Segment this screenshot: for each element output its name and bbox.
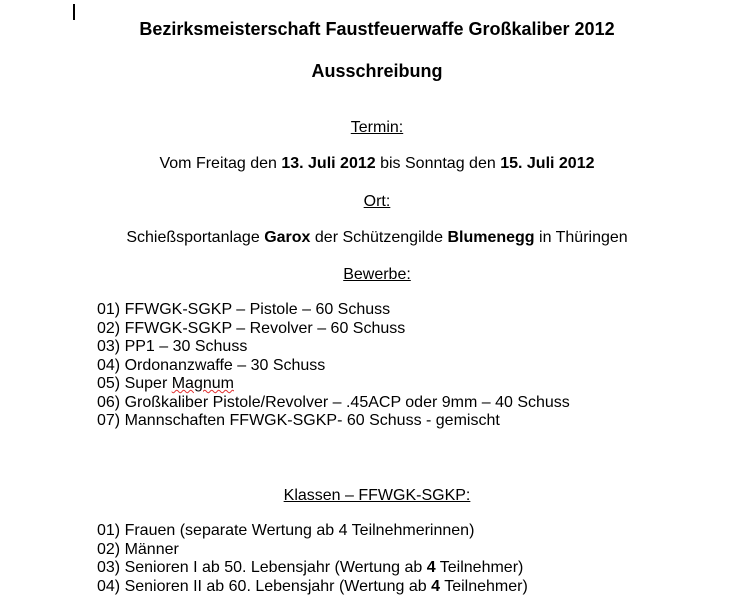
ort-place: Garox xyxy=(264,229,311,246)
termin-line xyxy=(0,154,754,174)
termin-heading: Termin: xyxy=(350,119,404,136)
list-item: 04) Ordonanzwaffe – 30 Schuss xyxy=(97,356,326,374)
list-item: 02) FFWGK-SGKP – Revolver – 60 Schuss xyxy=(97,319,406,337)
termin-middle: bis Sonntag den xyxy=(380,155,496,172)
list-item-suffix: Teilnehmer) xyxy=(439,559,524,576)
ort-line xyxy=(0,228,754,248)
ort-heading: Ort: xyxy=(363,193,391,210)
ort-prefix: Schießsportanlage xyxy=(126,229,260,246)
document-title: Bezirksmeisterschaft Faustfeuerwaffe Großkaliber 2012 xyxy=(139,19,615,39)
termin-prefix: Vom Freitag den xyxy=(159,155,277,172)
list-item-number: 4 xyxy=(426,559,436,576)
list-item-number: 4 xyxy=(431,577,441,595)
list-item: 01) FFWGK-SGKP – Pistole – 60 Schuss xyxy=(97,301,391,318)
termin-end-date: 15. Juli 2012 xyxy=(500,155,595,172)
list-item: 07) Mannschaften FFWGK-SGKP- 60 Schuss - gemischt xyxy=(97,412,500,429)
list-item-prefix: 03) Senioren I ab 50. Lebensjahr (Wertung ab xyxy=(97,559,423,576)
list-item-prefix: 04) Senioren II ab 60. Lebensjahr (Wertung ab xyxy=(97,577,427,595)
bewerbe-list xyxy=(97,301,570,431)
bewerbe-heading: Bewerbe: xyxy=(343,266,411,283)
list-item: 03) PP1 – 30 Schuss xyxy=(97,338,248,355)
ort-suffix: in Thüringen xyxy=(539,229,628,246)
list-item: 01) Frauen (separate Wertung ab 4 Teilnehmerinnen) xyxy=(97,522,475,539)
ort-club: Blumenegg xyxy=(447,229,535,246)
list-item-prefix: 05) Super xyxy=(97,375,168,392)
list-item: 02) Männer xyxy=(97,540,179,558)
list-item xyxy=(97,375,570,394)
ort-middle: der Schützengilde xyxy=(314,229,443,246)
klassen-heading: Klassen – FFWGK-SGKP: xyxy=(283,487,471,504)
document-subtitle: Ausschreibung xyxy=(311,61,443,81)
list-item xyxy=(97,578,528,597)
list-item xyxy=(97,559,528,578)
list-item: 06) Großkaliber Pistole/Revolver – .45ACP oder 9mm – 40 Schuss xyxy=(97,393,570,411)
text-cursor xyxy=(73,4,75,20)
termin-start-date: 13. Juli 2012 xyxy=(281,155,376,172)
klassen-list xyxy=(97,522,528,596)
list-item-suffix: Teilnehmer) xyxy=(444,577,528,595)
spellcheck-word[interactable]: Magnum xyxy=(171,375,234,392)
